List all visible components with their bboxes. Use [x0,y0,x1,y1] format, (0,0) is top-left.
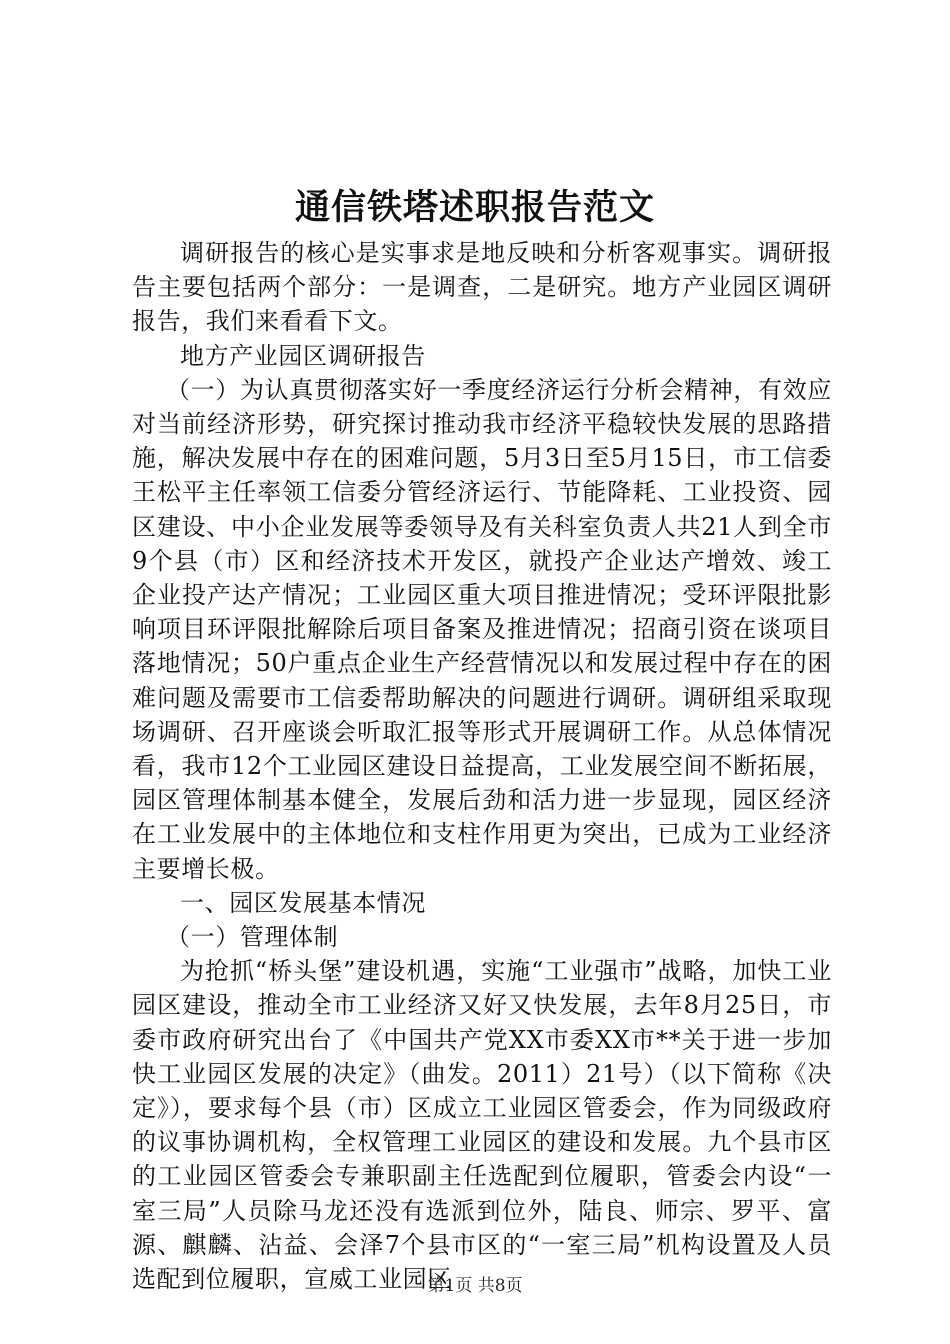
document-body [132,236,832,1296]
intro-paragraph: 调研报告的核心是实事求是地反映和分析客观事实。调研报告主要包括两个部分：一是调查，二是研究。地方产业园区调研报告，我们来看看下文。 [132,239,832,336]
page-number-footer: 第1页 共8页 [427,1276,523,1296]
report-subtitle: 地方产业园区调研报告 [180,341,426,370]
overview-paragraph: （一）为认真贯彻落实好一季度经济运行分析会精神，有效应对当前经济形势，研究探讨推动我市经济平稳较快发展的思路措施，解决发展中存在的困难问题，5月3日至5月15日，市工信委王松平主任率领工信委分管经济运行、节能降耗、工业投资、园区建设、中小企业发展等委领导及有关科室负责人共21人到全市9个县（市）区和经济技术开发区，就投产企业达产增效、竣工企业投产达产情况；工业园区重大项目推进情况；受环评限批影响项目环评限批解除后项目备案及推进情况；招商引资在谈项目落地情况；50户重点企业生产经营情况以和发展过程中存在的困难问题及需要市工信委帮助解决的问题进行调研。调研组采取现场调研、召开座谈会听取汇报等形式开展调研工作。从总体情况看，我市12个工业园区建设日益提高，工业发展空间不断拓展，园区管理体制基本健全，发展后劲和活力进一步显现，园区经济在工业发展中的主体地位和支柱作用更为突出，已成为工业经济主要增长极。 [132,375,832,883]
management-paragraph: 为抢抓“桥头堡”建设机遇，实施“工业强市”战略，加快工业园区建设，推动全市工业经济又好又快发展，去年8月25日，市委市政府研究出台了《中国共产党XX市委XX市**关于进一步加快工业园区发展的决定》（曲发。2011）21号）（以下简称《决定》），要求每个县（市）区成立工业园区管委会，作为同级政府的议事协调机构，全权管理工业园区的建设和发展。九个县市区的工业园区管委会专兼职副主任选配到位履职，管委会内设“一室三局”人员除马龙还没有选派到位外，陆良、师宗、罗平、富源、麒麟、沾益、会泽7个县市区的“一室三局”机构设置及人员选配到位履职，宣威工业园区 [132,957,832,1294]
subsection-heading: （一）管理体制 [166,923,339,952]
document-title: 通信铁塔述职报告范文 [294,187,655,228]
section-heading: 一、园区发展基本情况 [180,888,426,917]
